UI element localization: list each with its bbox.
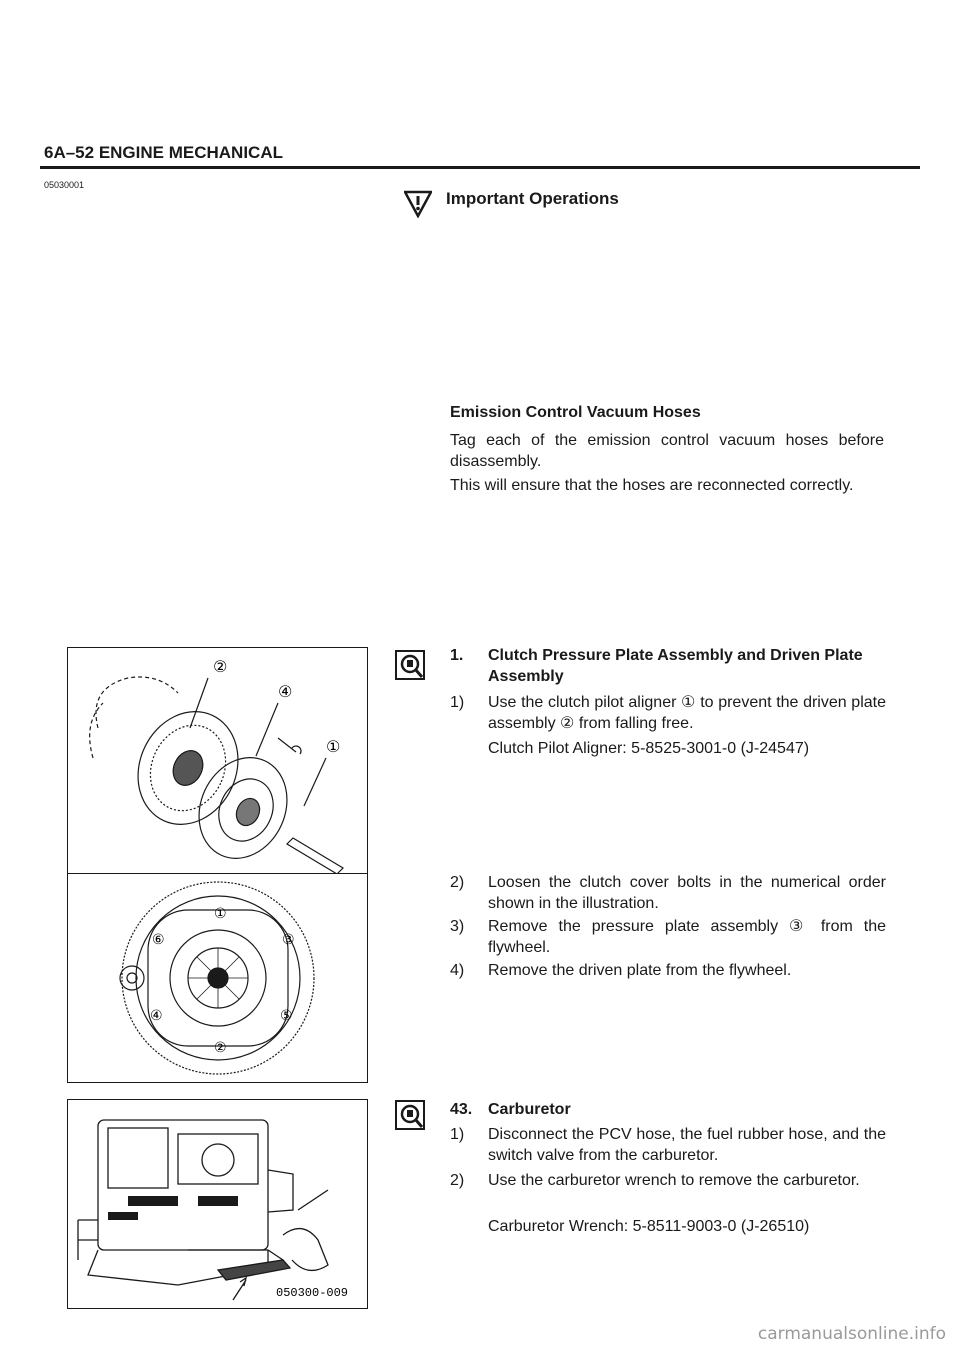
fig2-label-3: ③ [282,932,295,948]
carburetor-heading [450,1099,886,1120]
emission-paragraph-2: This will ensure that the hoses are reconnected correctly. [450,477,854,494]
emission-title: Emission Control Vacuum Hoses [450,404,701,421]
clutch-number: 1. [450,647,464,664]
clutch-spec: Clutch Pilot Aligner: 5-8525-3001-0 (J-24547) [488,740,810,757]
special-tool-icon [395,650,425,680]
clutch-exploded-figure [67,647,368,877]
fig1-label-1: ① [326,737,341,756]
carburetor-step-1-number: 1) [450,1126,465,1143]
warning-triangle-icon [404,190,432,218]
carburetor-drawing [68,1100,367,1308]
fig2-label-4: ④ [150,1008,163,1024]
clutch-step-3-text: Remove the pressure plate assembly ③ from the flywheel. [488,918,886,956]
clutch-exploded-drawing [68,648,367,876]
carburetor-step-2-number: 2) [450,1172,465,1189]
important-operations-title: Important Operations [446,189,619,208]
carburetor-step-1 [450,1124,886,1166]
clutch-step-2-text: Loosen the clutch cover bolts in the numerical order shown in the illustration. [488,874,886,912]
clutch-title: Clutch Pressure Plate Assembly and Driven Plate Assembly [488,647,863,685]
clutch-step-4-number: 4) [450,962,465,979]
clutch-step-2 [450,872,886,914]
carburetor-step-1-text: Disconnect the PCV hose, the fuel rubber hose, and the switch valve from the carburetor. [488,1126,886,1164]
clutch-step-1-text: Use the clutch pilot aligner ① to prevent the driven plate assembly ② from falling free. [488,694,886,732]
bolt-order-drawing [68,874,367,1082]
clutch-step-4-text: Remove the driven plate from the flywheel. [488,962,792,979]
clutch-step-3 [450,916,886,958]
carburetor-figure [67,1099,368,1309]
carburetor-number: 43. [450,1101,473,1118]
clutch-step-1-number: 1) [450,694,465,711]
emission-paragraph-1: Tag each of the emission control vacuum hoses before disassembly. [450,432,884,470]
fig2-label-1: ① [214,906,227,922]
fig3-caption: 050300-009 [276,1286,349,1300]
fig2-label-5: ⑤ [280,1008,293,1024]
carburetor-step-2 [450,1170,886,1191]
carburetor-step-2-text: Use the carburetor wrench to remove the carburetor. [488,1172,860,1189]
clutch-step-1 [450,692,886,734]
clutch-section-heading [450,645,886,687]
carburetor-spec: Carburetor Wrench: 5-8511-9003-0 (J-26510) [488,1218,810,1235]
bolt-order-figure [67,873,368,1083]
carburetor-title: Carburetor [488,1101,571,1118]
fig2-label-6: ⑥ [152,932,165,948]
fig1-label-2: ② [213,657,228,676]
page-header: 6A–52 ENGINE MECHANICAL [44,143,283,162]
clutch-step-4 [450,960,886,981]
watermark: carmanualsonline.info [757,1324,946,1344]
clutch-step-2-number: 2) [450,874,465,891]
clutch-step-3-number: 3) [450,918,465,935]
header-rule [40,166,920,169]
fig2-label-2: ② [214,1040,227,1056]
section-code: 05030001 [44,180,85,190]
special-tool-icon-2 [395,1100,425,1130]
fig1-label-4: ④ [278,682,293,701]
